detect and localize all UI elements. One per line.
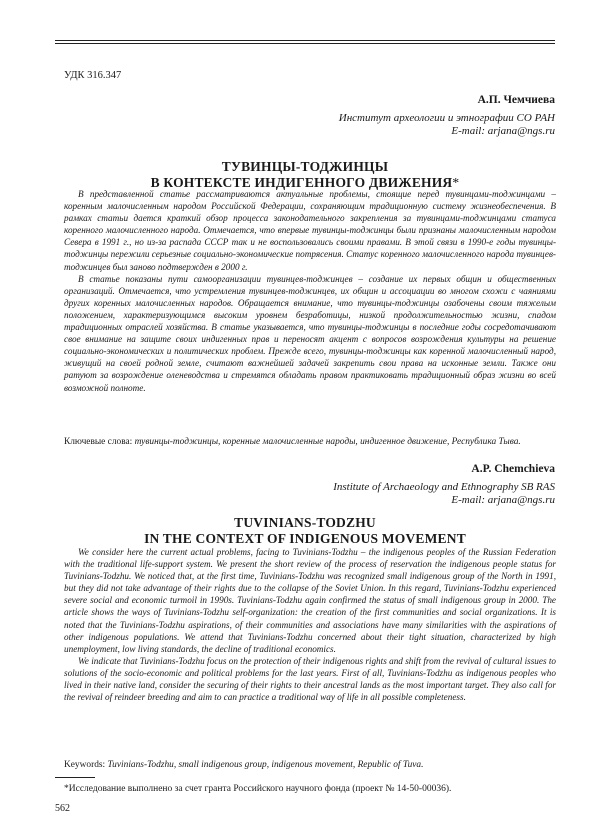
institute-ru: Институт археологии и этнографии СО РАН <box>338 112 555 124</box>
author-name-en: A.P. Chemchieva <box>471 463 555 475</box>
author-name-ru: А.П. Чемчиева <box>477 94 555 106</box>
title-ru-line1: ТУВИНЦЫ-ТОДЖИНЦЫ <box>221 159 389 174</box>
email-en: E-mail: arjana@ngs.ru <box>451 494 555 506</box>
header-rule-secondary <box>55 43 555 44</box>
keywords-en-text: Tuvinians-Todzhu, small indigenous group, indigenous movement, Republic of Tuva. <box>107 760 424 770</box>
footnote: *Исследование выполнено за счет гранта Российского научного фонда (проект № 14-50-00036). <box>64 784 452 794</box>
abstract-ru-paragraph-2: В статье показаны пути самоорганизации тувинцев-тоджинцев – создание их первых общин и общественных организаций. Отмечается, что устремления тувинцев-тоджинцев, их общин и ассоциации во многом схожи с чаяниями других коренных малочисленных народов. Обращается внимание, что тувинцы-тоджинцы озабочены своим тяжелым положением, характеризующимся высоким уровнем безработицы, низкой продолжительностью жизни, спадом традиционных отраслей хозяйства. В статье указывается, что тувинцы-тоджинцы в последние годы сосредотачивают свое внимание на защите своих индигенных прав и переносят акцент с вопросов возрождения культуры на решение социально-экономических и политических проблем. Прежде всего, тувинцы-тоджинцы как коренной малочисленный народ, живущий на своей родной земле, считают важнейшей задачей закрепить свои права на исконные земли. Также они ратуют за возрождение оленеводства и стремятся обладать правом практиковать традиционный образ жизни во всей возможной полноте. <box>64 273 556 393</box>
page-number: 562 <box>55 803 70 814</box>
title-en-line1: TUVINIANS-TODZHU <box>234 515 376 530</box>
abstract-en <box>64 546 556 703</box>
keywords-ru-text: тувинцы-тоджинцы, коренные малочисленные народы, индигенное движение, Республика Тыва. <box>134 437 521 447</box>
keywords-en <box>64 759 556 771</box>
udk-code: УДК 316.347 <box>64 70 122 81</box>
article-title-ru <box>55 159 555 191</box>
abstract-ru-paragraph-1: В представленной статье рассматриваются актуальные проблемы, стоящие перед тувинцами-тоджинцами – коренным малочисленным народом Российской Федерации, сохраняющим традиционную систему жизнеобеспечения. В рамках статьи дается краткий обзор процесса законодательного закрепления за тувинцами-тоджинцами статуса коренного малочисленного народа. Отмечается, что впервые тувинцы-тоджинцы были признаны малочисленным народом Севера в 1991 г., но из-за распада СССР так и не воспользовались своими правами. В этой связи в 1990-е годы тувинцы-тоджинцы пережили серьезные социально-экономические потрясения. Статус коренного малочисленного народа тувинцев-тоджинцев был заново подтвержден в 2000 г. <box>64 189 556 272</box>
title-en-line2: IN THE CONTEXT OF INDIGENOUS MOVEMENT <box>144 531 466 546</box>
abstract-en-paragraph-2: We indicate that Tuvinians-Todzhu focus on the protection of their indigenous rights and shift from the revival of cultural issues to solutions of the socio-economic and political problems for the last years. First of all, Tuvinians-Todzhu as indigenous peoples who lived in their native land, consider the securing of their rights to their ancestral lands as the most important target. They also call for the revival of reindeer breeding and aim to can practice a traditional way of life in all possible completeness. <box>64 655 556 703</box>
affiliation-ru <box>339 112 555 138</box>
keywords-ru <box>64 436 556 448</box>
footnote-rule <box>55 777 95 778</box>
keywords-en-label: Keywords: <box>64 760 106 770</box>
abstract-ru <box>64 188 556 394</box>
title-ru-line2-text: В КОНТЕКСТЕ ИНДИГЕННОГО ДВИЖЕНИЯ <box>150 175 453 190</box>
abstract-en-paragraph-1: We consider here the current actual problems, facing to Tuvinians-Todzhu – the indigenous peoples of the Russian Federation with the traditional life-support system. We present the short review of the process of reservation the indigenous people status for Tuvinians-Todzhu. We noticed that, at the first time, Tuvinians-Todzhu was recognized small indigenous group of the North in 1991, but they did not take advantage of their rights due to the collapse of the Soviet Union. In this regard, Tuvinians-Todzhu experienced severe social and economic turmoil in 1990s. Tuvinians-Todzhu again confirmed the status of small indigenous group in 2000. The article shows the ways of Tuvinians-Todzhu self-organization: the creation of the first communities and social organizations. It is noted that the Tuvinians-Todzhu aspirations, of their communities and associations have many similarities with the aspirations of other indigenous populations. We attend that Tuvinians-Todzhu concerned about their tight situation, characterized by high unemployment, low living standards, the decline of traditional economics. <box>64 547 556 654</box>
affiliation-en <box>333 481 555 507</box>
header-rule <box>55 40 555 41</box>
footnote-marker: * <box>452 175 460 190</box>
keywords-ru-label: Ключевые слова: <box>64 437 133 447</box>
article-title-en <box>55 515 555 547</box>
email-ru: E-mail: arjana@ngs.ru <box>451 125 555 137</box>
institute-en: Institute of Archaeology and Ethnography SB RAS <box>333 481 555 493</box>
